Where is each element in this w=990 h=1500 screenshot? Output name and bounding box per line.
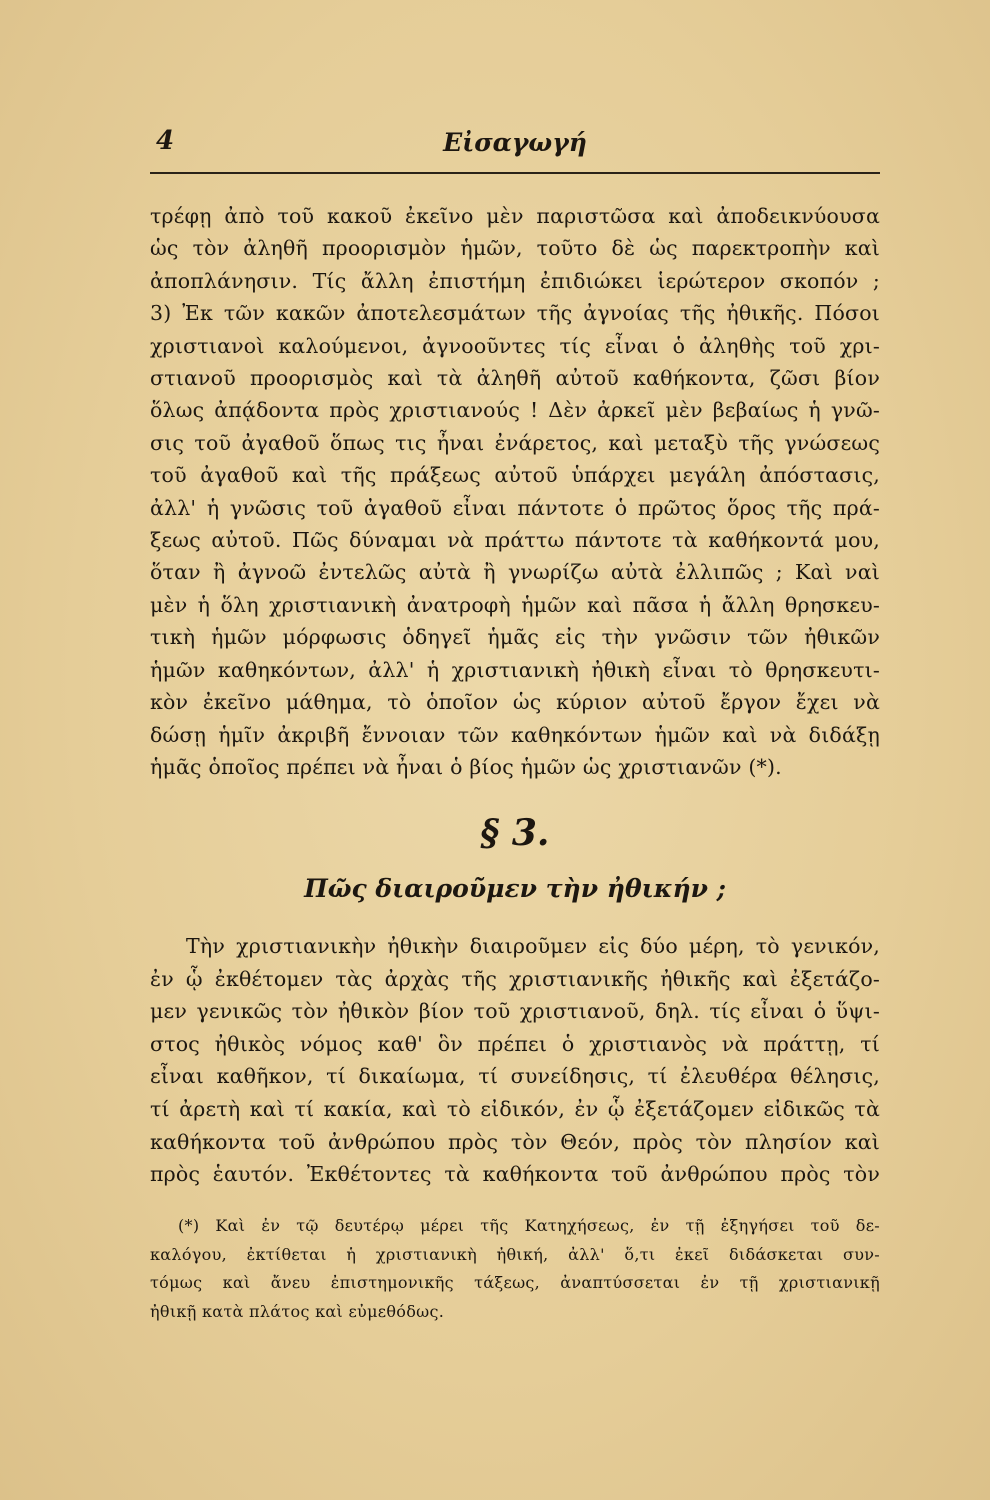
text-line: πρὸς ἑαυτόν. Ἐκθέτοντες τὰ καθήκοντα τοῦ ἀνθρώπου πρὸς τὸν [150,1162,880,1187]
text-line: ὅλως ἀπᾴδοντα πρὸς χριστιανούς ! Δὲν ἀρκεῖ μὲν βεβαίως ἡ γνῶ- [150,398,880,423]
text-line: σις τοῦ ἀγαθοῦ ὅπως τις ἦναι ἐνάρετος, καὶ μεταξὺ τῆς γνώσεως [150,430,880,455]
footnote-line: τόμως καὶ ἄνευ ἐπιστημονικῆς τάξεως, ἀναπτύσσεται ἐν τῇ χριστιανικῇ [150,1273,880,1292]
text-line: ξεως αὐτοῦ. Πῶς δύναμαι νὰ πράττω πάντοτε τὰ καθήκοντά μου, [150,528,880,553]
text-line: 3) Ἐκ τῶν κακῶν ἀποτελεσμάτων τῆς ἀγνοίας τῆς ἠθικῆς. Πόσοι [150,301,880,326]
text-line: καθήκοντα τοῦ ἀνθρώπου πρὸς τὸν Θεόν, πρὸς τὸν πλησίον καὶ [150,1129,880,1154]
text-line: ἀποπλάνησιν. Τίς ἄλλη ἐπιστήμη ἐπιδιώκει ἱερώτερον σκοπόν ; [150,268,880,293]
text-line: τί ἀρετὴ καὶ τί κακία, καὶ τὸ εἰδικόν, ἐν ᾧ ἐξετάζομεν εἰδικῶς τὰ [150,1096,880,1121]
text-line: εἶναι καθῆκον, τί δικαίωμα, τί συνείδησις, τί ἐλευθέρα θέλησις, [150,1064,880,1089]
text-line: τρέφῃ ἀπὸ τοῦ κακοῦ ἐκεῖνο μὲν παριστῶσα καὶ ἀποδεικνύουσα [150,204,880,228]
page-number: 4 [156,126,175,156]
body-paragraph [150,200,880,783]
footnote [150,1212,880,1326]
text-line: ἀλλ' ἡ γνῶσις τοῦ ἀγαθοῦ εἶναι πάντοτε ὁ πρῶτος ὅρος τῆς πρά- [150,495,880,520]
text-line: στος ἠθικὸς νόμος καθ' ὃν πρέπει ὁ χριστιανὸς νὰ πράττῃ, τί [150,1031,880,1056]
section-paragraph [150,930,880,1191]
text-line: ὡς τὸν ἀληθῆ προορισμὸν ἡμῶν, τοῦτο δὲ ὡς παρεκτροπὴν καὶ [150,236,880,261]
section-title: Πῶς διαιροῦμεν τὴν ἠθικήν ; [304,874,726,903]
footnote-line: ἠθικῇ κατὰ πλάτος καὶ εὐμεθόδως. [150,1301,445,1321]
text-line: ὅταν ἢ ἀγνοῶ ἐντελῶς αὐτὰ ἢ γνωρίζω αὐτὰ ἐλλιπῶς ; Καὶ ναὶ [150,560,880,585]
text-line: μεν γενικῶς τὸν ἠθικὸν βίον τοῦ χριστιανοῦ, δηλ. τίς εἶναι ὁ ὕψι- [150,999,880,1024]
text-line: Τὴν χριστιανικὴν ἠθικὴν διαιροῦμεν εἰς δύο μέρη, τὸ γενικόν, [186,934,880,958]
text-line: μὲν ἡ ὅλη χριστιανικὴ ἀνατροφὴ ἡμῶν καὶ πᾶσα ἡ ἄλλη θρησκευ- [150,592,880,617]
text-line: ἐν ᾧ ἐκθέτομεν τὰς ἀρχὰς τῆς χριστιανικῆς ἠθικῆς καὶ ἐξετάζο- [150,966,880,991]
text-line: δώσῃ ἡμῖν ἀκριβῆ ἔννοιαν τῶν καθηκόντων ἡμῶν καὶ νὰ διδάξῃ [150,722,880,747]
text-line: τικὴ ἡμῶν μόρφωσις ὁδηγεῖ ἡμᾶς εἰς τὴν γνῶσιν τῶν ἠθικῶν [150,625,880,650]
text-line: χριστιανοὶ καλούμενοι, ἀγνοοῦντες τίς εἶναι ὁ ἀληθὴς τοῦ χρι- [150,333,880,358]
page-header [150,126,880,166]
text-line: κὸν ἐκεῖνο μάθημα, τὸ ὁποῖον ὡς κύριον αὐτοῦ ἔργον ἔχει νὰ [150,690,880,715]
text-line: στιανοῦ προορισμὸς καὶ τὰ ἀληθῆ αὐτοῦ καθήκοντα, ζῶσι βίον [150,366,880,391]
section-number: § 3. [480,812,550,854]
running-title: Εἰσαγωγή [443,128,587,157]
text-line: ἡμῶν καθηκόντων, ἀλλ' ἡ χριστιανικὴ ἠθικὴ εἶναι τὸ θρησκευτι- [150,657,880,682]
footnote-line: καλόγου, ἐκτίθεται ἡ χριστιανικὴ ἠθική, ἀλλ' ὅ,τι ἐκεῖ διδάσκεται συν- [150,1244,880,1264]
header-rule [150,172,880,174]
text-line: ἡμᾶς ὁποῖος πρέπει νὰ ἦναι ὁ βίος ἡμῶν ὡς χριστιανῶν (*). [150,754,782,779]
footnote-line: (*) Καὶ ἐν τῷ δευτέρῳ μέρει τῆς Κατηχήσεως, ἐν τῇ ἐξηγήσει τοῦ δε- [178,1216,880,1235]
text-line: τοῦ ἀγαθοῦ καὶ τῆς πράξεως αὐτοῦ ὑπάρχει μεγάλη ἀπόστασις, [150,463,880,488]
